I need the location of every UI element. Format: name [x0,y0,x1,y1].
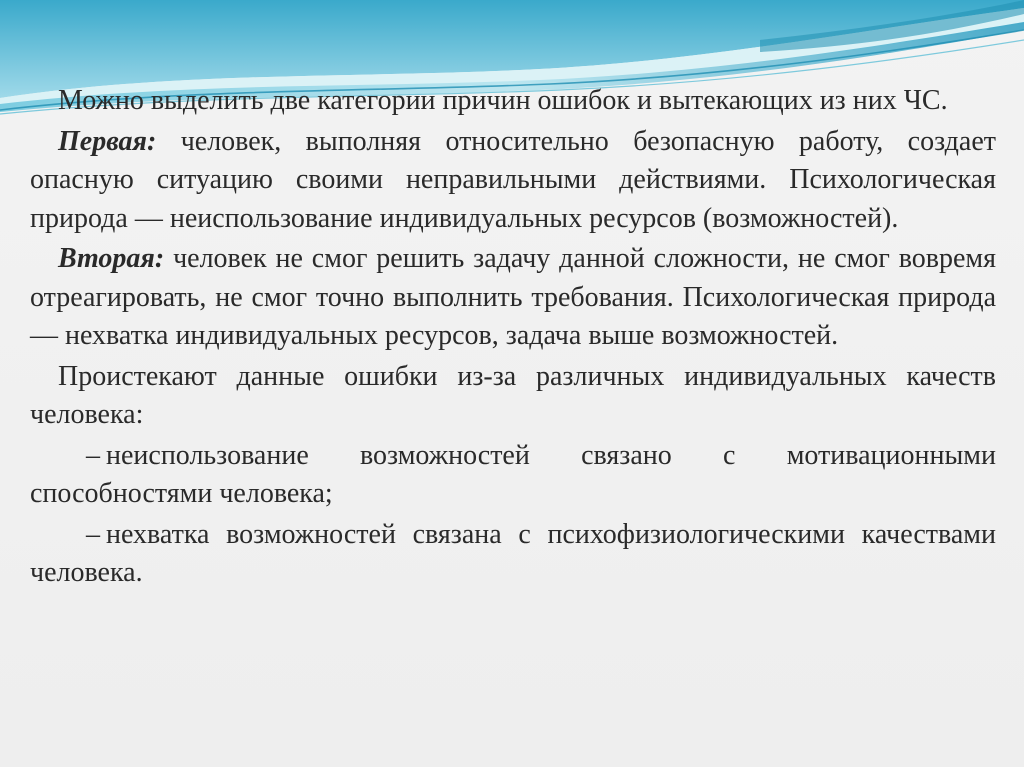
bullet-text: неиспользование возможностей связано с мотивационными способностями человека; [30,439,996,509]
paragraph-first-category [30,123,996,239]
dash-marker: – [86,518,100,550]
paragraph-second-category [30,240,996,356]
paragraph-text: человек, выполняя относительно безопасную работу, создает опасную ситуацию своими неправильными действиями. Психологическая природа — неиспользование индивидуальных ресурсов (возможностей). [30,125,996,234]
bullet-item [30,437,996,514]
bullet-item [30,516,996,593]
dash-marker: – [86,439,100,471]
paragraph-lead: Вторая: [58,243,165,274]
paragraph-intro [30,82,996,121]
bullet-text: нехватка возможностей связана с психофизиологическими качествами человека. [30,518,996,588]
paragraph-text: человек не смог решить задачу данной сложности, не смог вовремя отреагировать, не смог точно выполнить требования. Психологическая природа — нехватка индивидуальных ресурсов, задача выше возможностей. [30,243,996,351]
paragraph-text: Проистекают данные ошибки из-за различных индивидуальных качеств человека: [30,360,996,430]
paragraph-text: Можно выделить две категории причин ошибок и вытекающих из них ЧС. [58,85,948,116]
paragraph-lead: Первая: [58,125,157,157]
slide-body [30,82,996,595]
paragraph-qualities [30,358,996,435]
